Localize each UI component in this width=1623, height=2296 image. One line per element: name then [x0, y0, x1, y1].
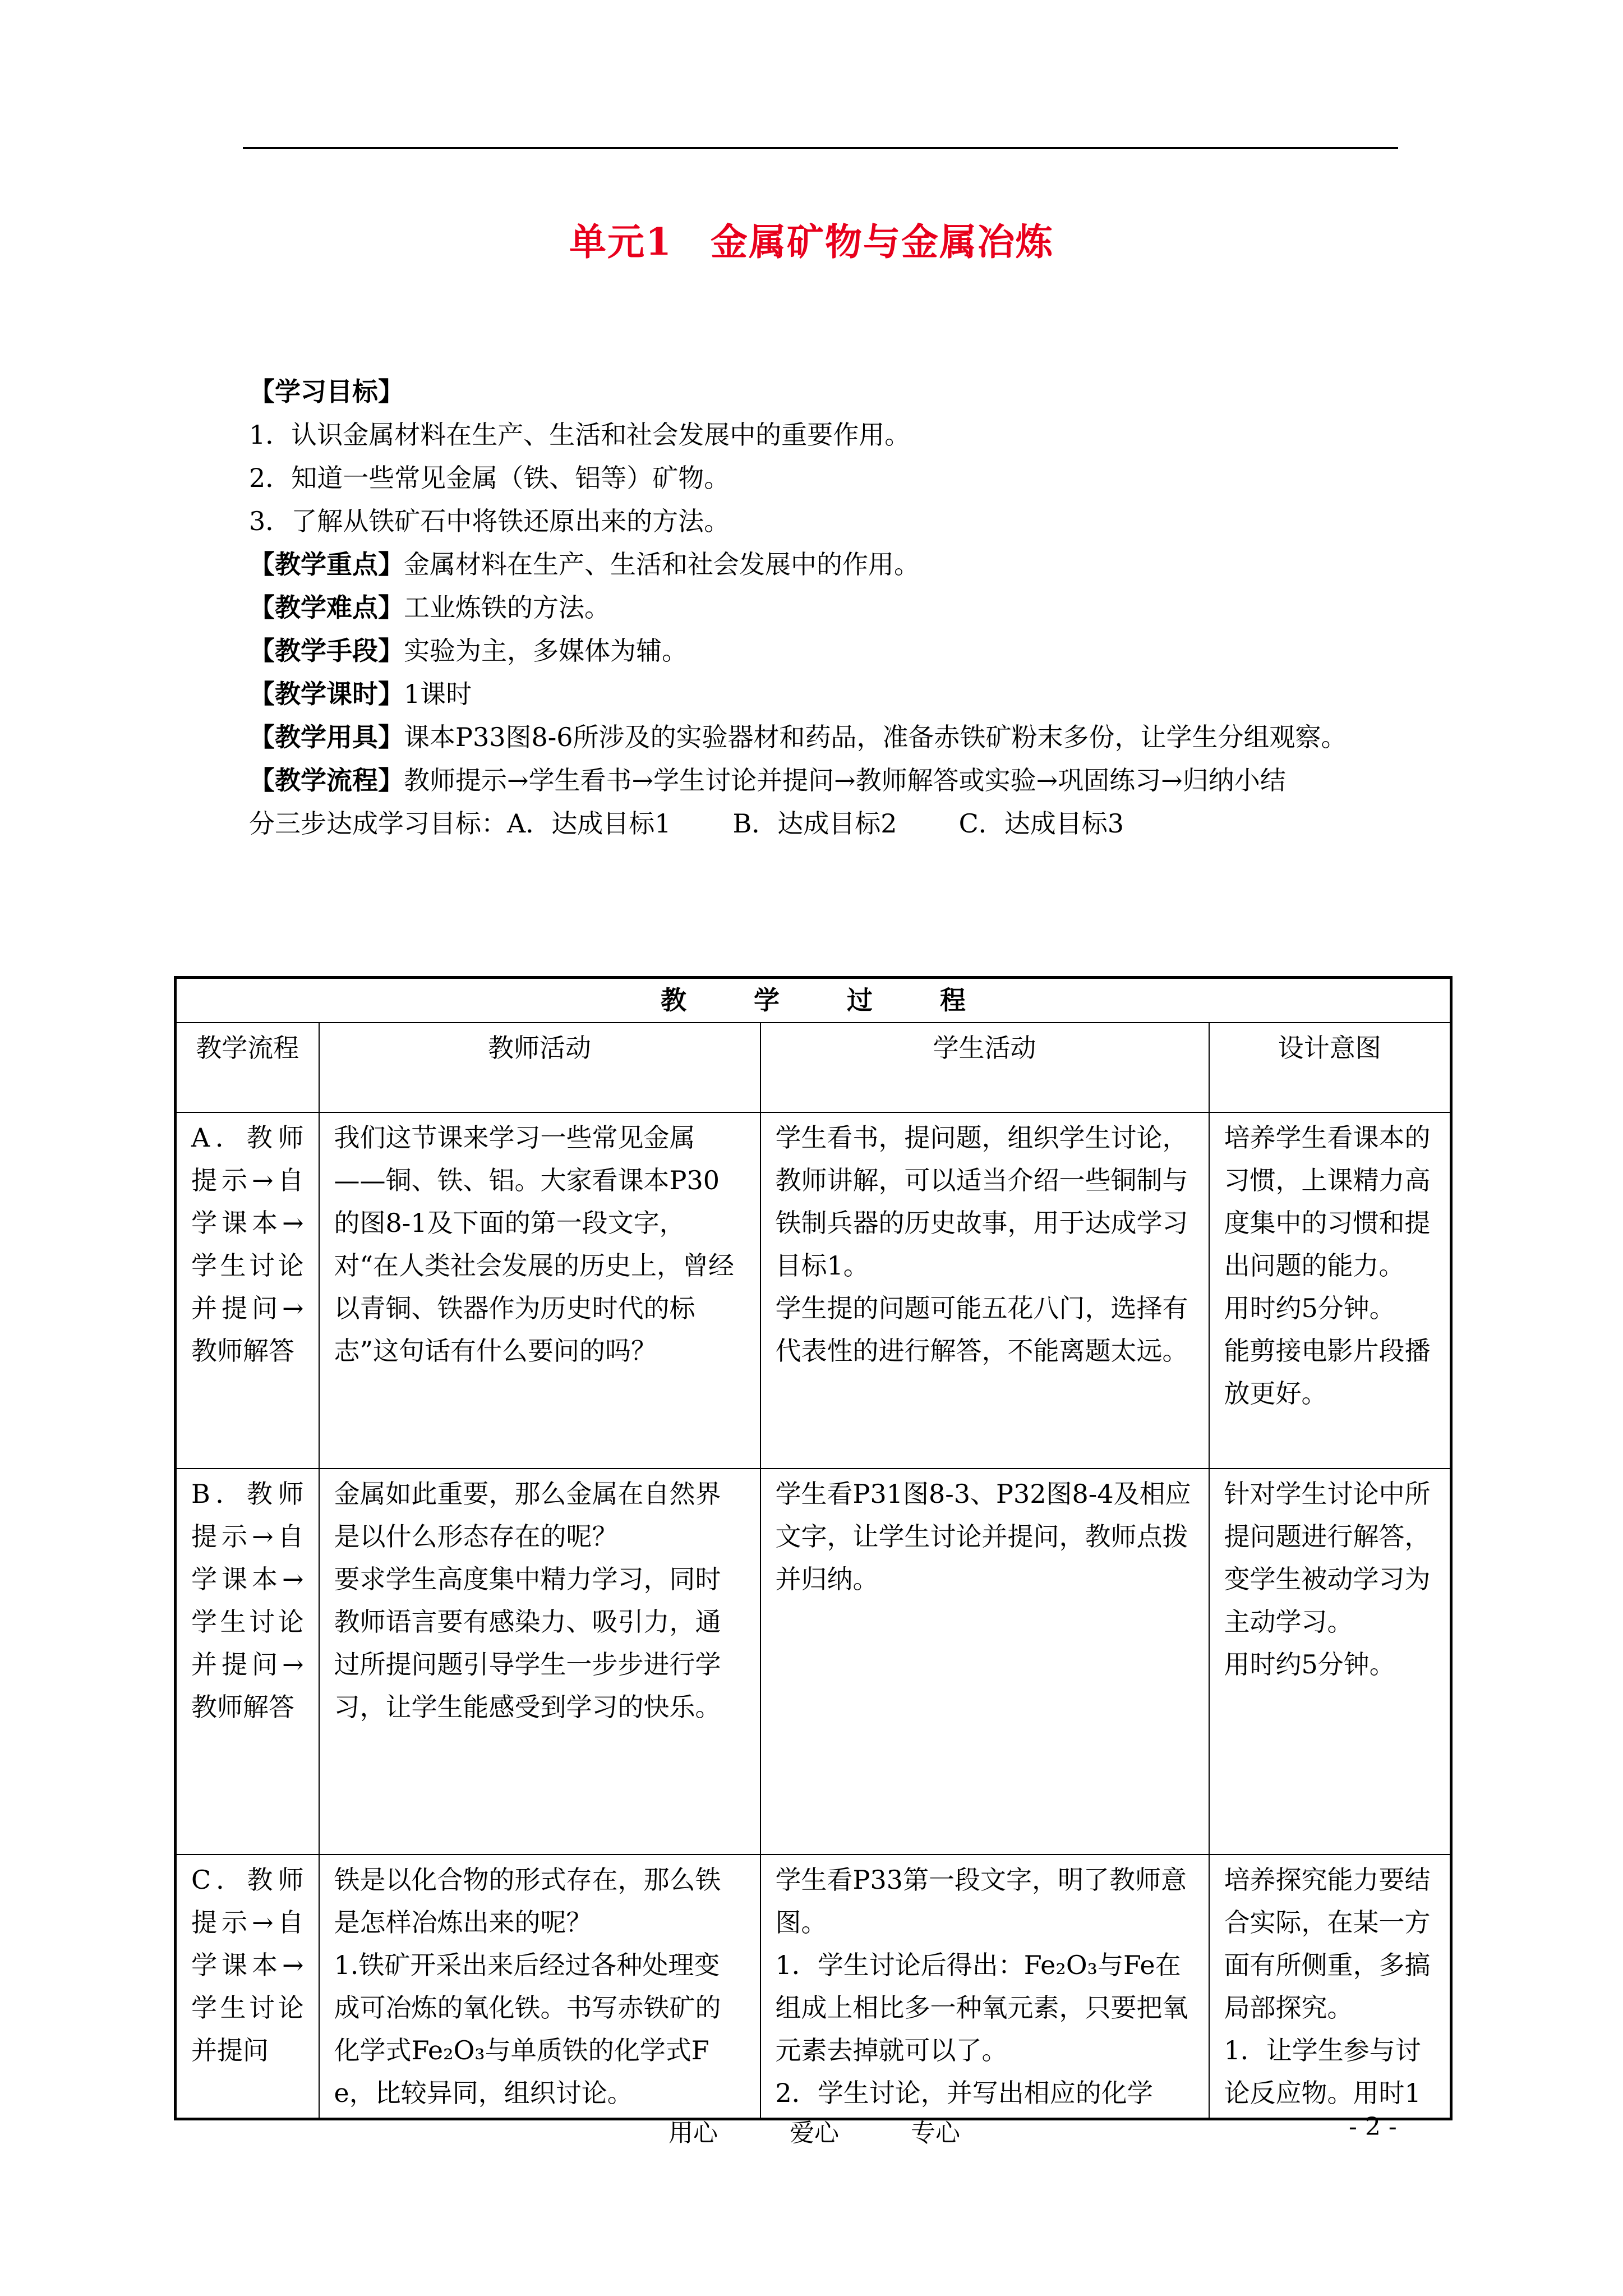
key-text: 金属材料在生产、生活和社会发展中的作用。 [404, 549, 920, 579]
motto-word: 爱心 [790, 2119, 839, 2147]
page-number: - 2 - [1349, 2113, 1397, 2141]
row-teacher-cell: 金属如此重要，那么金属在自然界是以什么形态存在的呢？ 要求学生高度集中精力学习，同时教师语言要有感染力、吸引力，通过所提问题引导学生一步步进行学习，让学生能感受到学习的快乐。 [319, 1469, 760, 1855]
objective-item: 2．知道一些常见金属（铁、铝等）矿物。 [249, 463, 730, 493]
table-row [176, 1855, 1451, 2119]
footer-motto [668, 2113, 960, 2148]
difficulty-text: 工业炼铁的方法。 [404, 592, 610, 623]
objective-item: 3．了解从铁矿石中将铁还原出来的方法。 [249, 506, 730, 536]
row-teacher-cell: 我们这节课来学习一些常见金属——铜、铁、铝。大家看课本P30的图8-1及下面的第一段文字，对“在人类社会发展的历史上，曾经以青铜、铁器作为历史时代的标志”这句话有什么要问的吗？ [319, 1112, 760, 1469]
row-flow-cell: A．教师提示→自学课本→学生讨论并提问→教师解答 [176, 1112, 319, 1469]
row-intent-cell: 培养探究能力要结合实际，在某一方面有所侧重，多搞局部探究。 1．让学生参与讨论反应物。用时1 [1209, 1855, 1451, 2119]
key-label: 【教学重点】 [249, 549, 404, 579]
objectives-label: 【学习目标】 [249, 376, 404, 407]
table-heading: 教学过程 [176, 978, 1451, 1023]
step-a: A．达成目标1 [507, 808, 671, 839]
intro-section [249, 370, 1387, 845]
flow-label: 【教学流程】 [249, 765, 404, 795]
hours-text: 1课时 [404, 679, 472, 709]
objective-item: 1．认识金属材料在生产、生活和社会发展中的重要作用。 [249, 420, 911, 450]
column-header-flow: 教学流程 [176, 1023, 319, 1112]
row-intent-cell: 培养学生看课本的习惯，上课精力高度集中的习惯和提出问题的能力。 用时约5分钟。 能剪接电影片段播放更好。 [1209, 1112, 1451, 1469]
teaching-process-table [174, 976, 1453, 2120]
means-label: 【教学手段】 [249, 636, 404, 666]
steps-intro: 分三步达成学习目标： [249, 808, 507, 839]
tools-label: 【教学用具】 [249, 722, 404, 752]
column-header-teacher: 教师活动 [319, 1023, 760, 1112]
hours-label: 【教学课时】 [249, 679, 404, 709]
table-row [176, 1469, 1451, 1855]
page-title: 单元1 金属矿物与金属冶炼 [569, 220, 1054, 264]
column-header-intent: 设计意图 [1209, 1023, 1451, 1112]
header-rule [243, 147, 1398, 149]
motto-word: 专心 [911, 2119, 960, 2147]
column-header-student: 学生活动 [760, 1023, 1209, 1112]
row-flow-cell: C．教师提示→自学课本→学生讨论并提问 [176, 1855, 319, 2119]
motto-word: 用心 [668, 2119, 718, 2147]
row-intent-cell: 针对学生讨论中所提问题进行解答，变学生被动学习为主动学习。 用时约5分钟。 [1209, 1469, 1451, 1855]
step-c: C．达成目标3 [958, 808, 1124, 839]
row-student-cell: 学生看P31图8-3、P32图8-4及相应文字，让学生讨论并提问，教师点拨并归纳。 [760, 1469, 1209, 1855]
difficulty-label: 【教学难点】 [249, 592, 404, 623]
row-flow-cell: B．教师提示→自学课本→学生讨论并提问→教师解答 [176, 1469, 319, 1855]
means-text: 实验为主，多媒体为辅。 [404, 636, 688, 666]
row-student-cell: 学生看P33第一段文字，明了教师意图。 1．学生讨论后得出：Fe₂O₃与Fe在组成上相比多一种氧元素，只要把氧元素去掉就可以了。 2．学生讨论，并写出相应的化学 [760, 1855, 1209, 2119]
row-student-cell: 学生看书，提问题，组织学生讨论，教师讲解，可以适当介绍一些铜制与铁制兵器的历史故事，用于达成学习目标1。 学生提的问题可能五花八门，选择有代表性的进行解答，不能离题太远。 [760, 1112, 1209, 1469]
row-teacher-cell: 铁是以化合物的形式存在，那么铁是怎样冶炼出来的呢？ 1.铁矿开采出来后经过各种处理变成可冶炼的氧化铁。书写赤铁矿的化学式Fe₂O₃与单质铁的化学式Fe，比较异同，组织讨论。 [319, 1855, 760, 2119]
tools-text: 课本P33图8-6所涉及的实验器材和药品，准备赤铁矿粉末多份，让学生分组观察。 [404, 722, 1347, 752]
flow-text: 教师提示→学生看书→学生讨论并提问→教师解答或实验→巩固练习→归纳小结 [404, 765, 1286, 795]
step-b: B．达成目标2 [732, 808, 897, 839]
table-row [176, 1112, 1451, 1469]
